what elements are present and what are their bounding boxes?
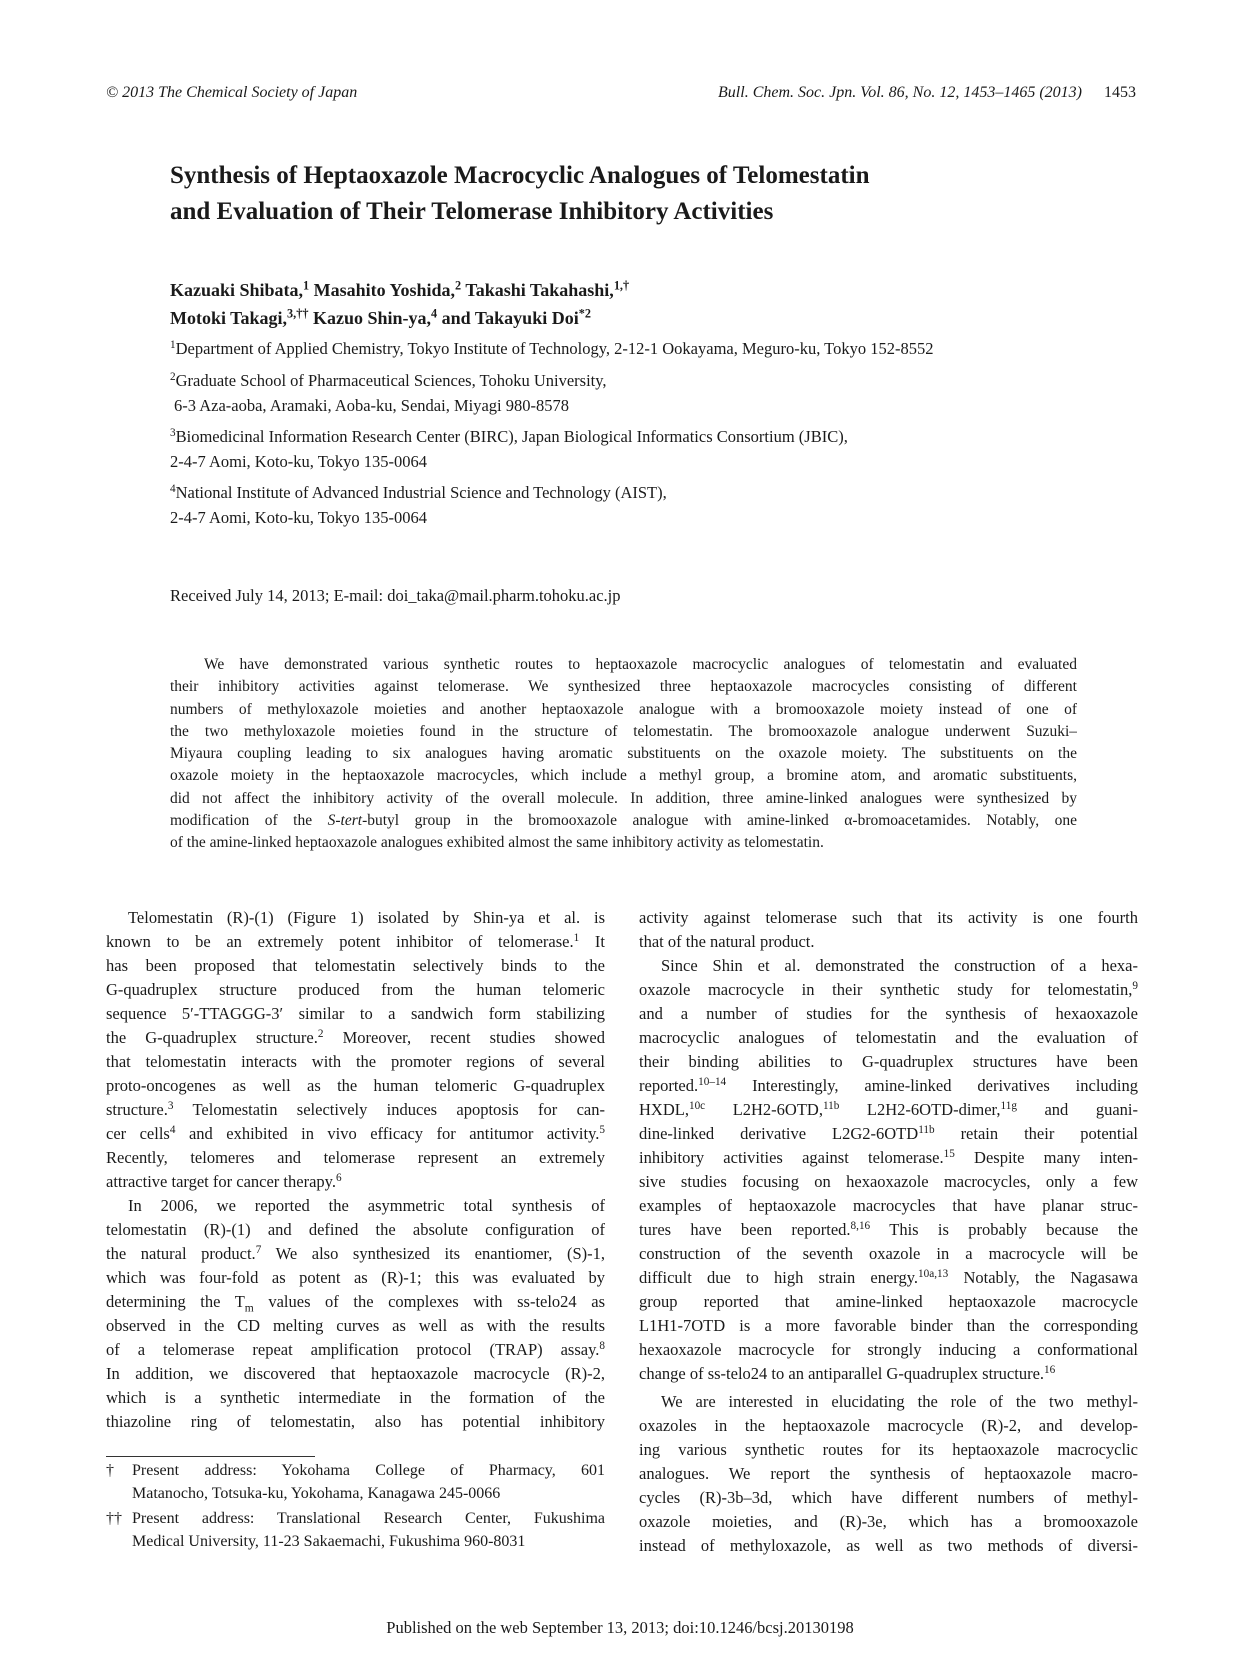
body-line (639, 1362, 1138, 1386)
received-email-line: Received July 14, 2013; E-mail: doi_taka@mail.pharm.tohoku.ac.jp (170, 586, 621, 605)
body-line (106, 930, 605, 954)
body-line: which was four-fold as potent as (R)-1; this was evaluated by (106, 1268, 605, 1287)
abstract-line: oxazole moiety in the heptaoxazole macrocycles, which include a methyl group, a bromine atom, and aromatic substituents, (170, 767, 1077, 785)
body-line: hexaoxazole macrocycle for strongly inducing a conformational (639, 1340, 1138, 1359)
author-affiliation-mark: 2 (455, 278, 462, 293)
author-line-2 (170, 304, 1070, 332)
affiliation-3 (170, 424, 1120, 474)
author-line-1 (170, 276, 1070, 304)
text-run: Telomestatin selectively induces apoptosis for can- (192, 1100, 605, 1119)
body-line: activity against telomerase such that its activity is one fourth (639, 908, 1138, 927)
text-run: S (327, 812, 336, 830)
affiliation-number: 3 (170, 426, 176, 439)
reference-mark: 7 (255, 1243, 262, 1256)
affiliation-address: 6-3 Aza-aoba, Aramaki, Aoba-ku, Sendai, Miyagi 980-8578 (174, 396, 569, 415)
text-run: reported. (639, 1076, 699, 1095)
title-line-2: and Evaluation of Their Telomerase Inhibitory Activities (170, 198, 774, 225)
footnote-mark: †† (106, 1510, 122, 1527)
text-run: and guani- (1016, 1100, 1138, 1119)
body-line (639, 1218, 1138, 1242)
body-line: thiazoline ring of telomestatin, also has potential inhibitory (106, 1412, 605, 1431)
body-line: oxazoles in the heptaoxazole macrocycle (R)-2, and develop- (639, 1416, 1138, 1435)
footnotes (106, 1459, 605, 1555)
reference-mark: 9 (1132, 979, 1138, 992)
affiliation-number: 2 (170, 370, 176, 383)
body-line (106, 1170, 605, 1194)
text-run: This is probably because the (889, 1220, 1138, 1239)
text-run: cer cells (106, 1124, 170, 1143)
body-line (106, 1242, 605, 1266)
reference-mark: 8 (599, 1339, 605, 1352)
text-run: L2H2-6OTD, (705, 1100, 823, 1119)
copyright-notice: © 2013 The Chemical Society of Japan (106, 84, 358, 101)
author-affiliation-mark: 1 (303, 278, 310, 293)
body-line: their binding abilities to G-quadruplex structures have been (639, 1052, 1138, 1071)
text-run: known to be an extremely potent inhibitor of telomerase. (106, 932, 574, 951)
author-list (170, 276, 1070, 332)
text-run: We also synthesized its enantiomer, (S)-1, (275, 1244, 605, 1263)
text-run: Despite many inten- (974, 1148, 1138, 1167)
body-line (106, 1338, 605, 1362)
affiliation-2 (170, 368, 1120, 418)
affiliation-text: National Institute of Advanced Industrial Science and Technology (AIST), (175, 483, 667, 502)
footnote-line: Present address: Yokohama College of Pharmacy, 601 (132, 1462, 605, 1479)
footnote-line: Matanocho, Totsuka-ku, Yokohama, Kanagawa 245-0066 (132, 1485, 501, 1502)
author-affiliation-mark: 1,† (613, 278, 630, 293)
body-line: instead of methyloxazole, as well as two methods of diversi- (639, 1536, 1138, 1555)
reference-mark: 2 (317, 1027, 324, 1040)
author-name: Masahito Yoshida, (313, 280, 456, 300)
body-line: examples of heptaoxazole macrocycles that have planar struc- (639, 1196, 1138, 1215)
text-run: tert (340, 812, 363, 830)
abstract-line: their inhibitory activities against telomerase. We synthesized three heptaoxazole macrocycles consisting of different (170, 678, 1077, 696)
body-line (639, 1122, 1138, 1146)
reference-mark: 10c (688, 1099, 706, 1112)
body-line: G-quadruplex structure produced from the human telomeric (106, 980, 605, 999)
text-run: the natural product. (106, 1244, 256, 1263)
text-run: the G-quadruplex structure. (106, 1028, 318, 1047)
affiliation-text: Biomedicinal Information Research Center (BIRC), Japan Biological Informatics Consortium (JBIC), (175, 427, 848, 446)
abstract-line (170, 810, 1077, 832)
author-name: and Takayuki Doi (441, 308, 579, 328)
body-line (639, 1146, 1138, 1170)
journal-reference: Bull. Chem. Soc. Jpn. Vol. 86, No. 12, 1453–1465 (2013) (718, 84, 1082, 101)
body-line: that telomestatin interacts with the promoter regions of several (106, 1052, 605, 1071)
text-run: inhibitory activities against telomerase. (639, 1148, 944, 1167)
text-run: Moreover, recent studies showed (342, 1028, 605, 1047)
reference-mark: 3 (167, 1099, 174, 1112)
text-run: values of the complexes with ss-telo24 as (253, 1292, 605, 1311)
abstract-line: Miyaura coupling leading to six analogues having aromatic substituents on the oxazole moiety. The substituents on the (170, 745, 1077, 763)
abstract-line: numbers of methyloxazole moieties and another heptaoxazole analogue with a bromooxazole moiety instead of one of (170, 700, 1077, 718)
publication-info: Published on the web September 13, 2013; doi:10.1246/bcsj.20130198 (386, 1618, 854, 1637)
author-name: Kazuo Shin-ya, (312, 308, 431, 328)
body-column-left (106, 906, 605, 1434)
body-line: Telomestatin (R)-(1) (Figure 1) isolated by Shin-ya et al. is (128, 908, 605, 927)
author-name: Takashi Takahashi, (465, 280, 614, 300)
body-line (639, 1098, 1138, 1122)
affiliation-number: 1 (170, 338, 176, 351)
title-line-1: Synthesis of Heptaoxazole Macrocyclic Analogues of Telomestatin (170, 162, 870, 189)
affiliation-text: Department of Applied Chemistry, Tokyo Institute of Technology, 2-12-1 Ookayama, Meguro-ku, Tokyo 152-8552 (175, 339, 934, 358)
article-title (170, 158, 1070, 230)
body-line: that of the natural product. (639, 932, 815, 951)
text-run: retain their potential (934, 1124, 1138, 1143)
body-line: has been proposed that telomestatin selectively binds to the (106, 956, 605, 975)
text-run: It (579, 932, 605, 951)
body-line: ing various synthetic routes for its heptaoxazole macrocyclic (639, 1440, 1138, 1459)
body-line: macrocyclic analogues of telomestatin and the evaluation of (639, 1028, 1138, 1047)
body-line: observed in the CD melting curves as well as with the results (106, 1316, 605, 1335)
author-name: Motoki Takagi, (170, 308, 288, 328)
text-run: structure. (106, 1100, 168, 1119)
text-run: oxazole macrocycle in their synthetic study for telomestatin, (639, 980, 1133, 999)
affiliation-number: 4 (170, 482, 176, 495)
body-line: L1H1-7OTD is a more favorable binder than the corresponding (639, 1316, 1138, 1335)
body-line: sive studies focusing on hexaoxazole macrocycles, only a few (639, 1172, 1138, 1191)
body-line: oxazole moieties, and (R)-3e, which has a bromooxazole (639, 1512, 1138, 1531)
body-line: analogues. We report the synthesis of heptaoxazole macro- (639, 1464, 1138, 1483)
affiliation-address: 2-4-7 Aomi, Koto-ku, Tokyo 135-0064 (170, 452, 428, 471)
body-column-right (639, 906, 1138, 1558)
abstract-line: did not affect the inhibitory activity of the overall molecule. In addition, three amine-linked analogues were synthesized by (170, 789, 1077, 807)
abstract-line: of the amine-linked heptaoxazole analogues exhibited almost the same inhibitory activity as telomestatin. (170, 834, 824, 852)
body-line (106, 1026, 605, 1050)
body-line (106, 1290, 605, 1314)
text-run: - (335, 812, 341, 830)
body-line: construction of the seventh oxazole in a macrocycle will be (639, 1244, 1138, 1263)
body-line: and a number of studies for the synthesis of hexaoxazole (639, 1004, 1138, 1023)
abstract-line: the two methyloxazole moieties found in the structure of telomestatin. The bromooxazole analogue underwent Suzuki– (170, 722, 1077, 740)
text-run: and exhibited in vivo efficacy for antitumor activity. (188, 1124, 600, 1143)
affiliation-text: Graduate School of Pharmaceutical Sciences, Tohoku University, (175, 371, 607, 390)
affiliation-4 (170, 480, 1120, 530)
body-line: proto-oncogenes as well as the human telomeric G-quadruplex (106, 1076, 605, 1095)
footnote-mark: † (106, 1462, 114, 1479)
journal-citation (718, 84, 1136, 102)
text-run: determining the T (106, 1292, 245, 1311)
footnote (106, 1459, 605, 1505)
reference-mark: 8,16 (850, 1219, 871, 1232)
text-run: attractive target for cancer therapy. (106, 1172, 336, 1191)
affiliation-address: 2-4-7 Aomi, Koto-ku, Tokyo 135-0064 (170, 508, 428, 527)
body-line: In 2006, we reported the asymmetric total synthesis of (128, 1196, 605, 1215)
body-line: cycles (R)-3b–3d, which have different numbers of methyl- (639, 1488, 1138, 1507)
body-line: sequence 5′-TTAGGG-3′ similar to a sandwich form stabilizing (106, 1004, 605, 1023)
footnote (106, 1507, 605, 1553)
author-affiliation-mark: *2 (578, 306, 591, 321)
text-run: of a telomerase repeat amplification protocol (TRAP) assay. (106, 1340, 600, 1359)
body-line (106, 1098, 605, 1122)
body-line (639, 978, 1138, 1002)
abstract (170, 654, 1077, 855)
text-run: -butyl group in the bromooxazole analogue with amine-linked α-bromoacetamides. Notably, one (362, 812, 1077, 830)
running-header (106, 84, 1136, 108)
footnote-line: Medical University, 11-23 Sakaemachi, Fukushima 960-8031 (132, 1533, 526, 1550)
author-affiliation-mark: 3,†† (287, 306, 309, 321)
reference-mark: 10–14 (698, 1075, 727, 1088)
body-line: We are interested in elucidating the role of the two methyl- (661, 1392, 1138, 1411)
footnote-line: Present address: Translational Research Center, Fukushima (132, 1510, 605, 1527)
reference-mark: 16 (1044, 1363, 1056, 1376)
body-line: group reported that amine-linked heptaoxazole macrocycle (639, 1292, 1138, 1311)
text-run: HXDL, (639, 1100, 689, 1119)
page-number: 1453 (1104, 84, 1136, 101)
author-affiliation-mark: 4 (431, 306, 438, 321)
body-line: In addition, we discovered that heptaoxazole macrocycle (R)-2, (106, 1364, 605, 1383)
reference-mark: 11b (822, 1099, 840, 1112)
text-run: Interestingly, amine-linked derivatives including (752, 1076, 1138, 1095)
body-line: telomestatin (R)-(1) and defined the absolute configuration of (106, 1220, 605, 1239)
affiliation-1 (170, 336, 1120, 361)
footnote-rule (106, 1456, 315, 1457)
reference-mark: 15 (943, 1147, 955, 1160)
text-run: difficult due to high strain energy. (639, 1268, 919, 1287)
text-run: L2H2-6OTD-dimer, (839, 1100, 1001, 1119)
text-run: modification of the (170, 812, 328, 830)
body-line (106, 1122, 605, 1146)
reference-mark: 11b (918, 1123, 935, 1136)
text-run: change of ss-telo24 to an antiparallel G-quadruplex structure. (639, 1364, 1045, 1383)
reference-mark: 1 (573, 931, 580, 944)
text-run: Notably, the Nagasawa (963, 1268, 1138, 1287)
reference-mark: 10a,13 (918, 1267, 949, 1280)
text-run: dine-linked derivative L2G2-6OTD (639, 1124, 919, 1143)
body-line: which is a synthetic intermediate in the formation of the (106, 1388, 605, 1407)
subscript: m (244, 1302, 254, 1314)
body-line (639, 1266, 1138, 1290)
text-run: tures have been reported. (639, 1220, 851, 1239)
body-line: Recently, telomeres and telomerase represent an extremely (106, 1148, 605, 1167)
author-name: Kazuaki Shibata, (170, 280, 304, 300)
reference-mark: 5 (599, 1123, 605, 1136)
abstract-line: We have demonstrated various synthetic routes to heptaoxazole macrocyclic analogues of telomestatin and evaluated (204, 656, 1077, 673)
body-line: Since Shin et al. demonstrated the construction of a hexa- (661, 956, 1138, 975)
reference-mark: 11g (1000, 1099, 1017, 1112)
reference-mark: 4 (169, 1123, 176, 1136)
reference-mark: 6 (335, 1171, 342, 1184)
body-line (639, 1074, 1138, 1098)
